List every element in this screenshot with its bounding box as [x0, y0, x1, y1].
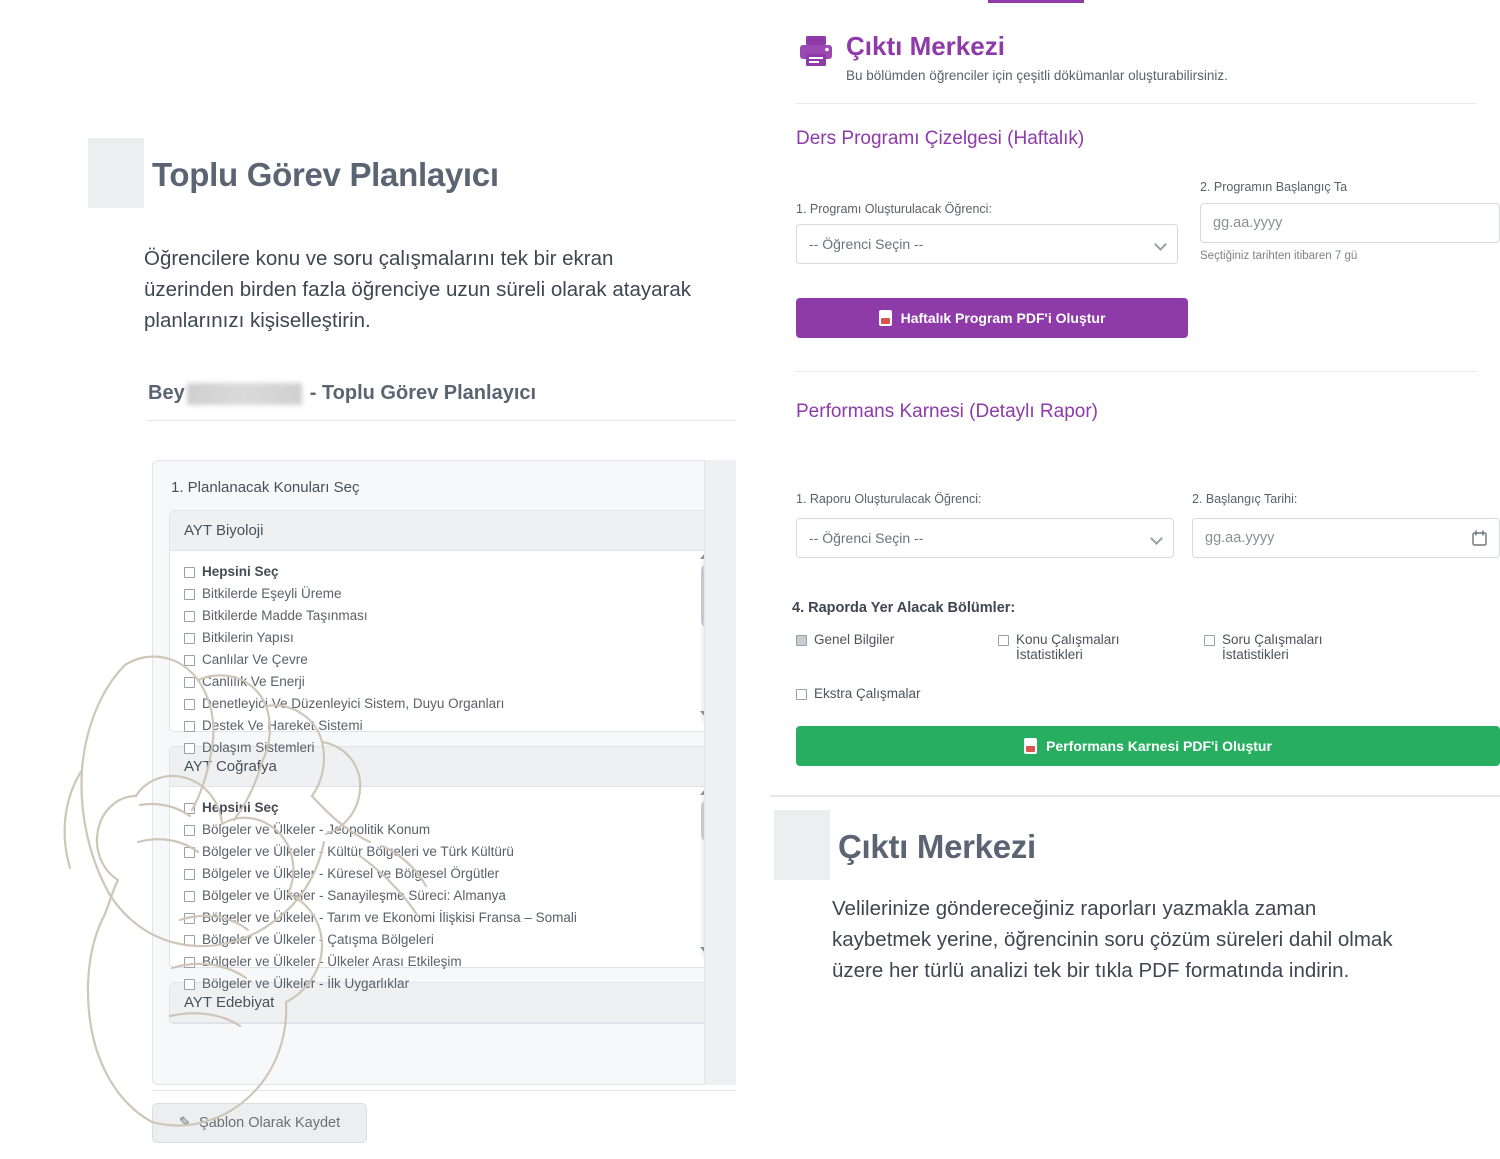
topic-row[interactable] [184, 737, 704, 759]
planner-side-strip [704, 460, 736, 1085]
checkbox-icon[interactable] [184, 803, 195, 814]
topic-row[interactable] [184, 841, 704, 863]
topic-row[interactable] [184, 605, 704, 627]
bottom-lead-paragraph: Velilerinize göndereceğiniz raporları yazmakla zaman kaybetmek yerine, öğrencinin soru çözüm süreleri dahil olmak üzere her türlü analizi tek bir tıkla PDF formatında indirin. [832, 897, 1393, 983]
save-template-label: Şablon Olarak Kaydet [199, 1115, 341, 1131]
schedule-date-label: 2. Programın Başlangıç Ta [1200, 180, 1348, 194]
checkbox-icon[interactable] [184, 847, 195, 858]
checkbox-icon[interactable] [184, 655, 195, 666]
save-template-button[interactable] [152, 1103, 367, 1143]
calendar-icon[interactable] [1472, 530, 1487, 546]
topic-label: Bitkilerin Yapısı [202, 630, 294, 645]
right-column [770, 0, 1500, 1159]
printer-icon [798, 34, 834, 68]
schedule-date-helper: Seçtiğiniz tarihten itibaren 7 gü [1200, 250, 1358, 262]
bottom-section-heading [774, 810, 1036, 880]
topic-label: Bölgeler ve Ülkeler - Çatışma Bölgeleri [202, 932, 434, 947]
panel-title [148, 382, 536, 405]
step-1-label: 1. Planlanacak Konuları Seç [171, 479, 360, 496]
checkbox-icon[interactable] [998, 635, 1009, 646]
topic-label: Bitkilerde Eşeyli Üreme [202, 586, 342, 601]
print-center-subtitle: Bu bölümden öğrenciler için çeşitli dökümanlar oluşturabilirsiniz. [846, 68, 1228, 83]
report-student-value: -- Öğrenci Seçin -- [809, 530, 924, 546]
topic-label: Hepsini Seç [202, 800, 279, 815]
active-tab-indicator [988, 0, 1084, 3]
schedule-date-input[interactable] [1200, 203, 1500, 243]
topic-label: Bölgeler ve Ülkeler - Tarım ve Ekonomi İlişkisi Fransa – Somali [202, 910, 577, 925]
topic-row[interactable] [184, 671, 704, 693]
redacted-name [187, 383, 302, 405]
checkbox-icon[interactable] [184, 957, 195, 968]
report-section-title: Performans Karnesi (Detaylı Rapor) [796, 401, 1098, 422]
topic-row[interactable] [184, 951, 704, 973]
heading-accent-block [88, 138, 144, 208]
schedule-date-placeholder: gg.aa.yyyy [1213, 215, 1283, 231]
topic-label: Bölgeler ve Ülkeler - İlk Uygarlıklar [202, 976, 410, 991]
topic-label: Bölgeler ve Ülkeler - Ülkeler Arası Etkileşim [202, 954, 462, 969]
heading-accent-block [774, 810, 830, 880]
topic-label: Canlılık Ve Enerji [202, 674, 305, 689]
subject-header: AYT Edebiyat [170, 983, 718, 1023]
generate-weekly-pdf-label: Haftalık Program PDF'i Oluştur [900, 310, 1106, 326]
topic-list-biyoloji[interactable] [170, 551, 718, 755]
checkbox-icon[interactable] [184, 589, 195, 600]
page-title: Toplu Görev Planlayıcı [152, 156, 499, 193]
schedule-student-value: -- Öğrenci Seçin -- [809, 236, 924, 252]
topic-row[interactable] [184, 715, 704, 737]
left-lead-paragraph: Öğrencilere konu ve soru çalışmalarını tek bir ekran üzerinden birden fazla öğrenciye uzun süreli olarak atayarak planlarınızı kişiselleştirin. [144, 247, 691, 333]
divider-1 [796, 103, 1476, 104]
panel-title-suffix: - Toplu Görev Planlayıcı [309, 382, 537, 404]
topic-row[interactable] [184, 693, 704, 715]
pencil-icon: ✎ [178, 1115, 192, 1131]
bottom-title: Çıktı Merkezi [838, 828, 1036, 865]
divider-3 [770, 795, 1500, 797]
topic-row[interactable] [184, 973, 704, 995]
topic-row[interactable] [184, 907, 704, 929]
generate-report-pdf-label: Performans Karnesi PDF'i Oluştur [1046, 738, 1272, 754]
checkbox-icon[interactable] [184, 913, 195, 924]
topic-row[interactable] [184, 885, 704, 907]
schedule-student-select[interactable] [796, 224, 1178, 264]
generate-report-pdf-button[interactable] [796, 726, 1500, 766]
topic-label: Dolaşım Sistemleri [202, 740, 315, 755]
subject-header: AYT Biyoloji [170, 511, 718, 551]
topic-label: Destek Ve Hareket Sistemi [202, 718, 363, 733]
pdf-icon [1024, 738, 1037, 754]
topic-row[interactable] [184, 797, 704, 819]
topic-row[interactable] [184, 627, 704, 649]
report-option-ekstra-calismalar[interactable] [796, 686, 1016, 701]
divider-2 [796, 371, 1476, 372]
report-date-placeholder: gg.aa.yyyy [1205, 530, 1275, 546]
chevron-down-icon[interactable] [1154, 238, 1167, 251]
checkbox-icon[interactable] [184, 891, 195, 902]
checkbox-icon[interactable] [184, 567, 195, 578]
topic-label: Denetleyici Ve Düzenleyici Sistem, Duyu Organları [202, 696, 505, 711]
report-date-input[interactable] [1192, 518, 1500, 558]
checkbox-icon[interactable] [184, 699, 195, 710]
chevron-down-icon[interactable] [1150, 532, 1163, 545]
schedule-section-title: Ders Programı Çizelgesi (Haftalık) [796, 128, 1085, 149]
checkbox-icon[interactable] [184, 869, 195, 880]
checkbox-icon[interactable] [1204, 635, 1215, 646]
report-date-label: 2. Başlangıç Tarihi: [1192, 492, 1298, 506]
topic-list-cografya[interactable] [170, 787, 718, 991]
print-center-title: Çıktı Merkezi [846, 31, 1005, 61]
topic-row[interactable] [184, 649, 704, 671]
subject-group-cografya [169, 746, 719, 991]
report-option-label: Soru Çalışmaları İstatistikleri [1222, 632, 1323, 662]
left-section-heading [88, 138, 499, 208]
report-option-konu-calismalari[interactable] [998, 632, 1178, 662]
generate-weekly-pdf-button[interactable] [796, 298, 1188, 338]
pdf-icon [879, 310, 892, 326]
report-option-label: Ekstra Çalışmalar [814, 686, 921, 701]
panel-title-divider [148, 420, 736, 421]
topic-row[interactable] [184, 583, 704, 605]
report-option-genel-bilgiler[interactable] [796, 632, 986, 647]
topic-row[interactable] [184, 819, 704, 841]
schedule-student-label: 1. Programı Oluşturulacak Öğrenci: [796, 202, 992, 216]
topic-row[interactable] [184, 929, 704, 951]
report-option-label: Genel Bilgiler [814, 632, 895, 647]
report-option-soru-calismalari[interactable] [1204, 632, 1384, 662]
subject-header: AYT Coğrafya [170, 747, 718, 787]
checkbox-icon[interactable] [184, 633, 195, 644]
topic-label: Hepsini Seç [202, 564, 279, 579]
report-student-label: 1. Raporu Oluşturulacak Öğrenci: [796, 492, 982, 506]
subject-group-biyoloji [169, 510, 719, 755]
checkbox-icon[interactable] [796, 689, 807, 700]
planner-footer-divider [152, 1090, 736, 1091]
topic-label: Bölgeler ve Ülkeler - Sanayileşme Süreci: Almanya [202, 888, 506, 903]
report-sections-label: 4. Raporda Yer Alacak Bölümler: [792, 600, 1016, 616]
checkbox-icon[interactable] [184, 825, 195, 836]
planner-card [152, 460, 736, 1085]
report-student-select[interactable] [796, 518, 1174, 558]
topic-label: Bölgeler ve Ülkeler - Kültür Bölgeleri ve Türk Kültürü [202, 844, 514, 859]
topic-label: Bölgeler ve Ülkeler - Jeopolitik Konum [202, 822, 431, 837]
checkbox-icon[interactable] [184, 611, 195, 622]
panel-title-prefix: Bey [148, 382, 185, 404]
topic-label: Canlılar Ve Çevre [202, 652, 308, 667]
checkbox-icon[interactable] [184, 743, 195, 754]
topic-row[interactable] [184, 561, 704, 583]
topic-row[interactable] [184, 863, 704, 885]
checkbox-icon[interactable] [184, 677, 195, 688]
checkbox-icon[interactable] [184, 721, 195, 732]
report-option-label: Konu Çalışmaları İstatistikleri [1016, 632, 1120, 662]
checkbox-icon[interactable] [184, 935, 195, 946]
checkbox-icon[interactable] [184, 979, 195, 990]
topic-label: Bölgeler ve Ülkeler - Küresel ve Bölgesel Örgütler [202, 866, 500, 881]
checkbox-icon[interactable] [796, 635, 807, 646]
topic-label: Bitkilerde Madde Taşınması [202, 608, 368, 623]
